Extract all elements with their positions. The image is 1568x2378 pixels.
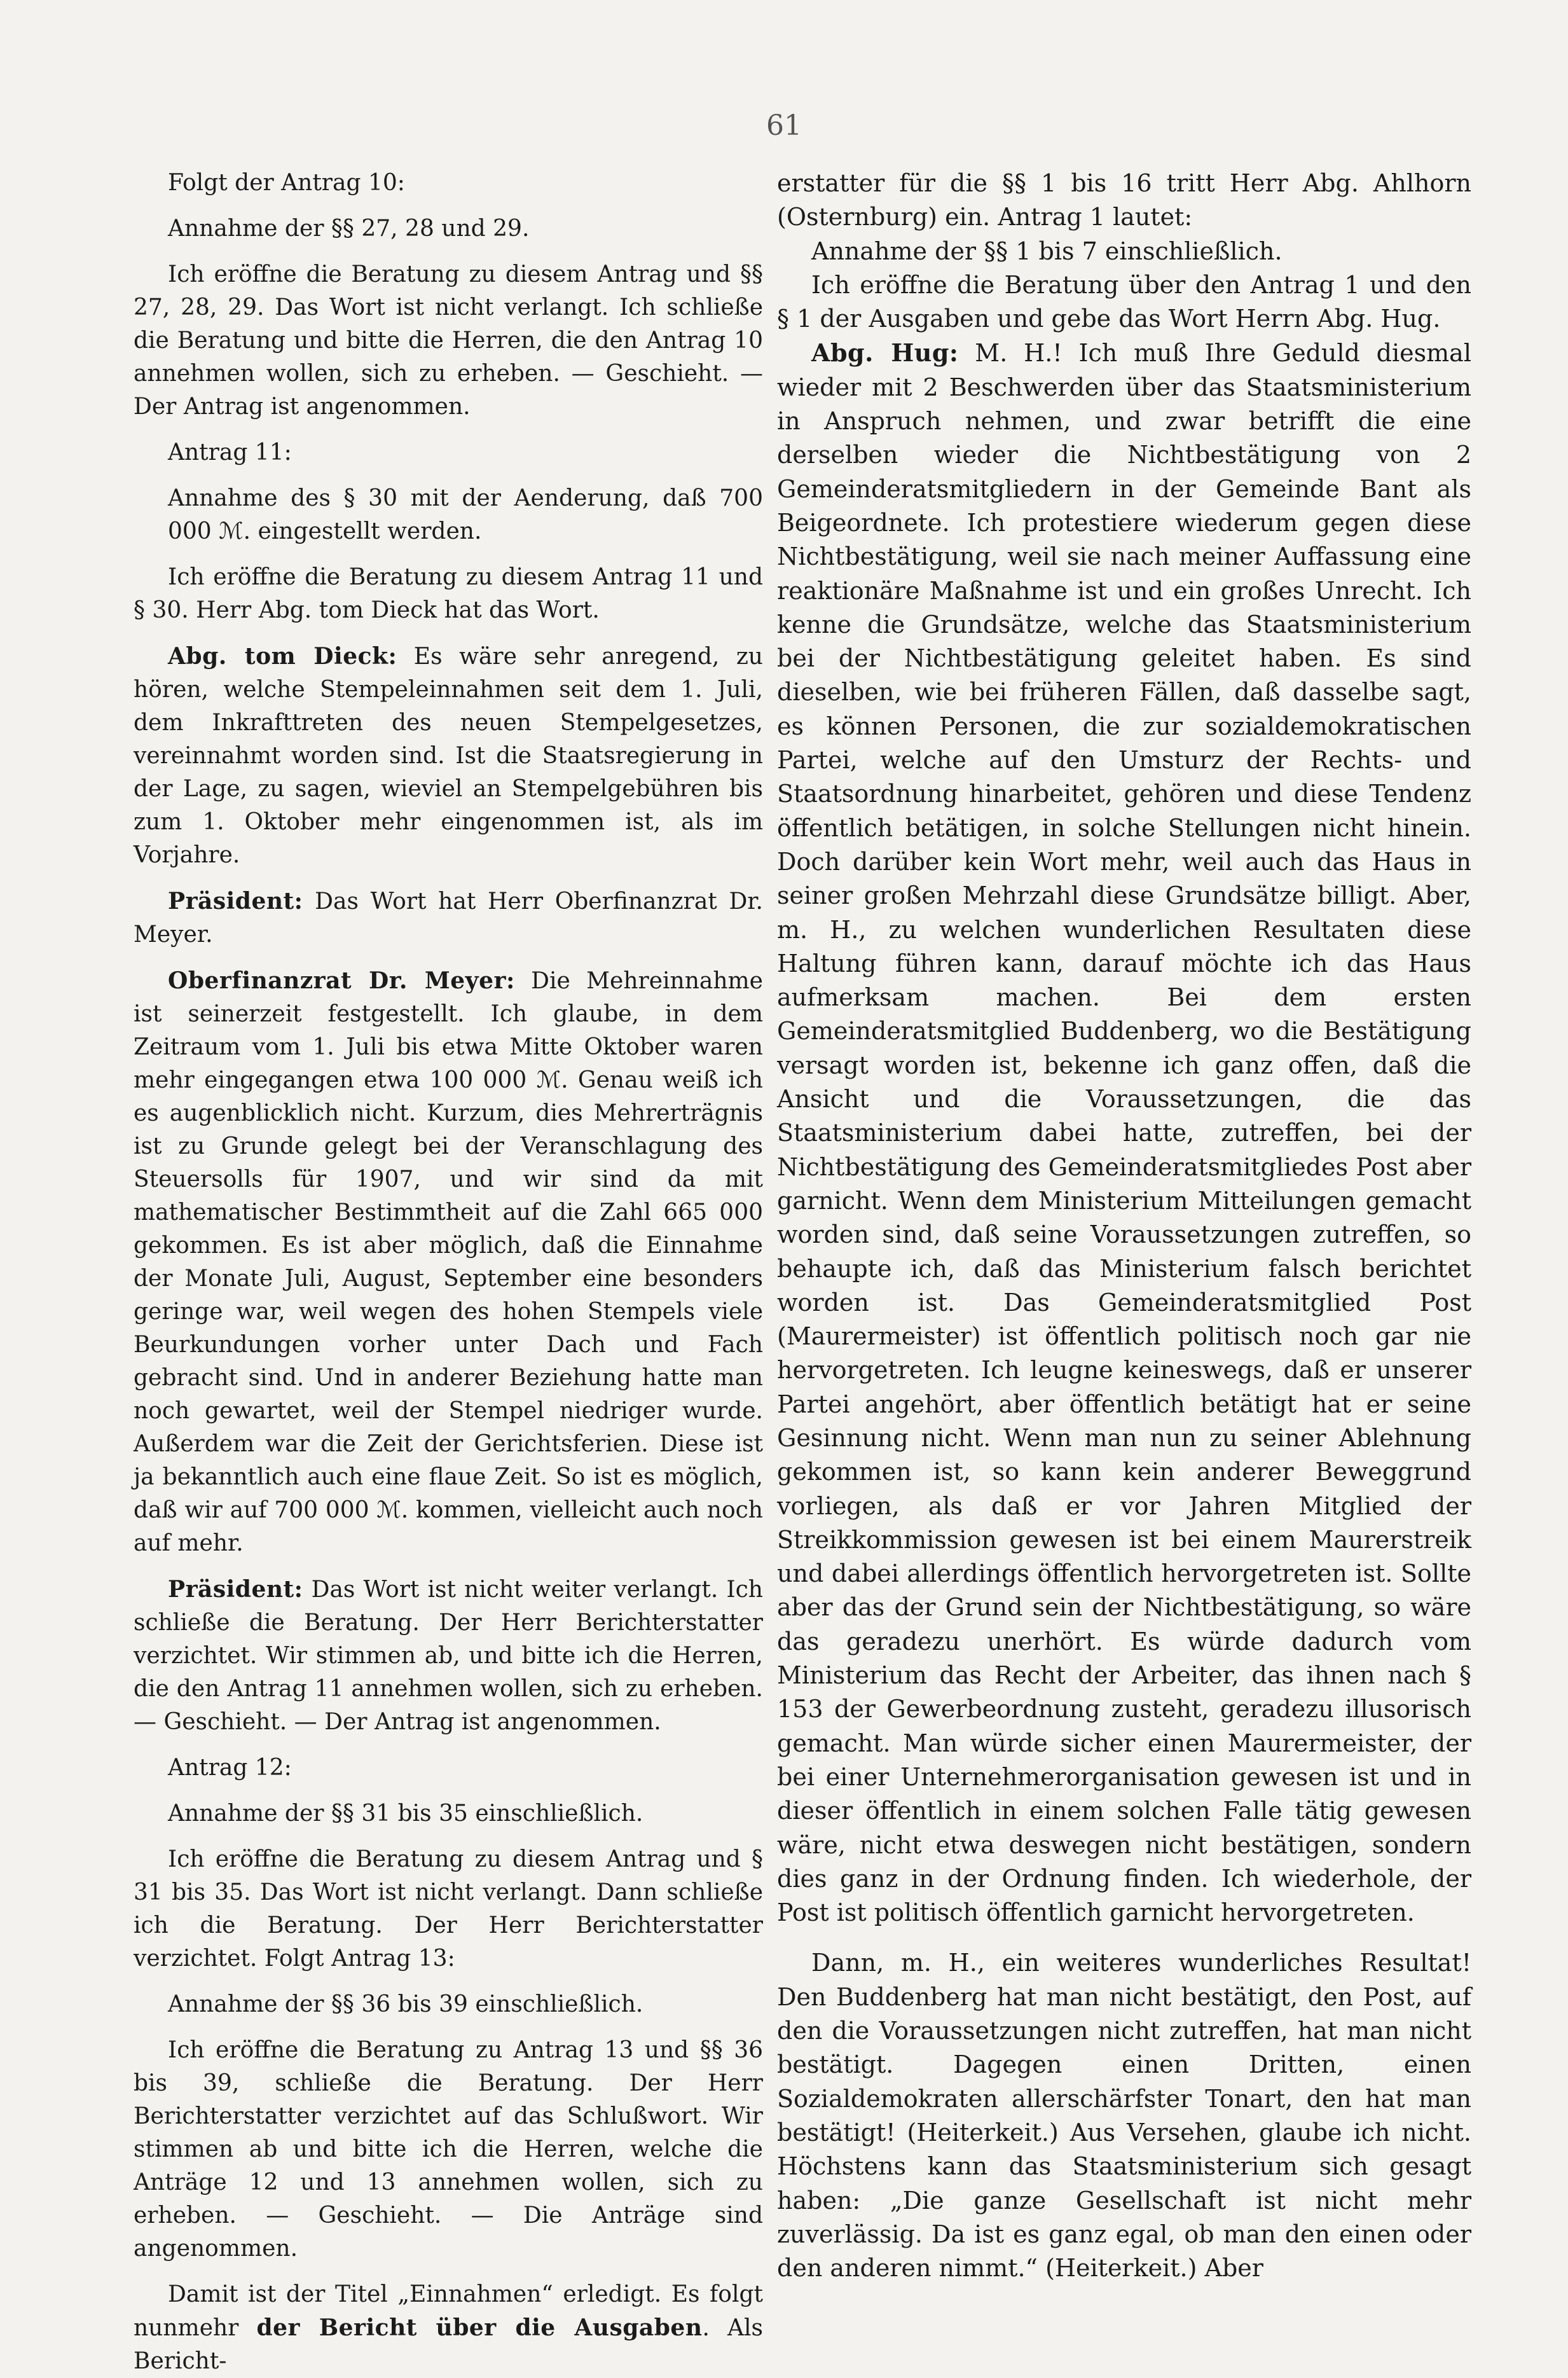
paragraph bbox=[134, 212, 763, 245]
paragraph-text: Folgt der Antrag 10: bbox=[168, 170, 405, 196]
paragraph bbox=[134, 1843, 763, 1975]
paragraph-text: Ich eröffne die Beratung zu Antrag 13 und §§ 36 bis 39, schließe die Beratung. Der Herr Berichterstatter verzichtet auf das Schlußwort. Wir stimmen ab und bitte ich die Herren, welche die Anträge 12 und 13 annehmen wollen, sich zu erheben. — Geschieht. — Die Anträge sind angenommen. bbox=[134, 2037, 763, 2262]
paragraph-text: Ich eröffne die Beratung zu diesem Antrag und §§ 27, 28, 29. Das Wort ist nicht verlangt. Ich schließe die Beratung und bitte die Herren, die den Antrag 10 annehmen wollen, sich zu erheben. — Geschieht. — Der Antrag ist angenommen. bbox=[134, 261, 763, 420]
speaker-name: Präsident: bbox=[168, 888, 303, 915]
paragraph-text: Es wäre sehr anregend, zu hören, welche Stempeleinnahmen seit dem 1. Juli, dem Inkrafttreten des neuen Stempelgesetzes, vereinnahmt worden sind. Ist die Staatsregierung in der Lage, zu sagen, wieviel an Stempelgebühren bis zum 1. Oktober mehr eingenommen ist, als im Vorjahre. bbox=[134, 644, 763, 868]
paragraph bbox=[134, 482, 763, 548]
paragraph bbox=[777, 336, 1471, 1930]
paragraph-text: Dann, m. H., ein weiteres wunderliches Resultat! Den Buddenberg hat man nicht bestätigt, den Post, auf den die Voraussetzungen nicht zutreffen, hat man nicht bestätigt. Dagegen einen Dritten, einen Sozialdemokraten allerschärfster Tonart, den hat man bestätigt! (Heiterkeit.) Aus Versehen, glaube ich nicht. Höchstens kann das Staatsministerium sich gesagt haben: „Die ganze Gesellschaft ist nicht mehr zuverlässig. Da ist es ganz egal, ob man den einen oder den anderen nimmt.“ (Heiterkeit.) Aber bbox=[777, 1949, 1471, 2283]
paragraph bbox=[134, 640, 763, 872]
page-number: 61 bbox=[766, 109, 802, 142]
paragraph-text: Annahme des § 30 mit der Aenderung, daß 700 000 ℳ. eingestellt werden. bbox=[168, 485, 763, 544]
paragraph bbox=[134, 1573, 763, 1739]
speaker-name: Abg. tom Dieck: bbox=[168, 643, 397, 670]
paragraph-text: Die Mehreinnahme ist seinerzeit festgestellt. Ich glaube, in dem Zeitraum vom 1. Juli bis etwa Mitte Oktober waren mehr eingegangen etwa 100 000 ℳ. Genau weiß ich es augenblicklich nicht. Kurzum, dies Mehrerträgnis ist zu Grunde gelegt bei der Veranschlagung des Steuersolls für 1907, und wir sind da mit mathematischer Bestimmtheit auf die Zahl 665 000 gekommen. Es ist aber möglich, daß die Einnahme der Monate Juli, August, September eine besonders geringe war, weil wegen des hohen Stempels viele Beurkundungen vorher unter Dach und Fach gebracht sind. Und in anderer Beziehung hatte man noch gewartet, weil der Stempel niedriger wurde. Außerdem war die Zeit der Gerichtsferien. Diese ist ja bekanntlich auch eine flaue Zeit. So ist es möglich, daß wir auf 700 000 ℳ. kommen, vielleicht auch noch auf mehr. bbox=[134, 968, 763, 1556]
paragraph bbox=[134, 2278, 763, 2378]
paragraph-text: Das Wort ist nicht weiter verlangt. Ich schließe die Beratung. Der Herr Berichterstatter verzichtet. Wir stimmen ab, und bitte ich die Herren, die den Antrag 11 annehmen wollen, sich zu erheben. — Geschieht. — Der Antrag ist angenommen. bbox=[134, 1577, 763, 1735]
paragraph-tail: . Als Bericht- bbox=[134, 2315, 764, 2374]
paragraph-text: Das Wort hat Herr Oberfinanzrat Dr. Meyer. bbox=[134, 888, 763, 948]
paragraph bbox=[134, 885, 763, 951]
paragraph bbox=[777, 1946, 1471, 2285]
paragraph bbox=[777, 167, 1471, 235]
left-column bbox=[134, 167, 764, 2374]
paragraph-text: Annahme der §§ 27, 28 und 29. bbox=[168, 216, 530, 242]
paragraph bbox=[134, 1988, 763, 2021]
paragraph bbox=[134, 964, 763, 1560]
paragraph bbox=[134, 2034, 763, 2265]
paragraph bbox=[134, 258, 763, 424]
paragraph bbox=[777, 235, 1471, 268]
paragraph-text: Ich eröffne die Beratung zu diesem Antrag 11 und § 30. Herr Abg. tom Dieck hat das Wort. bbox=[134, 564, 763, 623]
paragraph bbox=[134, 436, 763, 469]
paragraph-text: Annahme der §§ 1 bis 7 einschließlich. bbox=[811, 237, 1283, 265]
paragraph bbox=[134, 1797, 763, 1830]
emphasis-text: der Bericht über die Ausgaben bbox=[256, 2314, 703, 2341]
paragraph-text: Damit ist der Titel „Einnahmen“ erledigt. Es folgt nunmehr bbox=[134, 2281, 763, 2341]
paragraph-text: Antrag 12: bbox=[168, 1755, 292, 1781]
paragraph-text: erstatter für die §§ 1 bis 16 tritt Herr Abg. Ahlhorn (Osternburg) ein. Antrag 1 lautet: bbox=[777, 169, 1471, 232]
right-column bbox=[777, 167, 1471, 2283]
paragraph bbox=[134, 1752, 763, 1785]
paragraph bbox=[134, 167, 763, 200]
paragraph-text: Ich eröffne die Beratung über den Antrag 1 und den § 1 der Ausgaben und gebe das Wort Herrn Abg. Hug. bbox=[777, 270, 1471, 333]
paragraph bbox=[777, 268, 1471, 336]
speaker-name: Präsident: bbox=[168, 1576, 303, 1603]
paragraph-text: Annahme der §§ 31 bis 35 einschließlich. bbox=[168, 1801, 643, 1827]
speaker-name: Oberfinanzrat Dr. Meyer: bbox=[168, 967, 515, 994]
paragraph-text: Antrag 11: bbox=[168, 439, 292, 466]
paragraph-text: Ich eröffne die Beratung zu diesem Antrag und § 31 bis 35. Das Wort ist nicht verlangt. Dann schließe ich die Beratung. Der Herr Berichterstatter verzichtet. Folgt Antrag 13: bbox=[134, 1846, 763, 1972]
paragraph bbox=[134, 561, 763, 627]
speaker-name: Abg. Hug: bbox=[811, 338, 959, 368]
paragraph-text: M. H.! Ich muß Ihre Geduld diesmal wieder mit 2 Beschwerden über das Staatsministerium in Anspruch nehmen, und zwar betrifft die eine derselben wieder die Nichtbestätigung von 2 Gemeinderatsmitgliedern in der Gemeinde Bant als Beigeordnete. Ich protestiere wiederum gegen diese Nichtbestätigung, weil sie nach meiner Auffassung eine reaktionäre Maßnahme ist und ein großes Unrecht. Ich kenne die Grundsätze, welche das Staatsministerium bei der Nichtbestätigung geleitet haben. Es sind dieselben, wie bei früheren Fällen, daß dasselbe sagt, es können Personen, die zur sozialdemokratischen Partei, welche auf den Umsturz der Rechts- und Staatsordnung hinarbeitet, gehören und diese Tendenz öffentlich betätigen, in solche Stellungen nicht hinein. Doch darüber kein Wort mehr, weil auch das Haus in seiner großen Mehrzahl diese Grundsätze billigt. Aber, m. H., zu welchen wunderlichen Resultaten diese Haltung führen kann, darauf möchte ich das Haus aufmerksam machen. Bei dem ersten Gemeinderatsmitglied Buddenberg, wo die Bestätigung versagt worden ist, bekenne ich ganz offen, daß die Ansicht und die Voraussetzungen, die das Staatsministerium dabei hatte, zutreffen, bei der Nichtbestätigung des Gemeinderatsmitgliedes Post aber garnicht. Wenn dem Ministerium Mitteilungen gemacht worden sind, daß seine Voraussetzungen zutreffen, so behaupte ich, daß das Ministerium falsch berichtet worden ist. Das Gemeinderatsmitglied Post (Maurermeister) ist öffentlich politisch noch gar nie hervorgetreten. Ich leugne keineswegs, daß er unserer Partei angehört, aber öffentlich betätigt hat er seine Gesinnung nicht. Wenn man nun zu seiner Ablehnung gekommen ist, so kann kein anderer Beweggrund vorliegen, als daß er vor Jahren Mitglied der Streikkommission gewesen ist bei einem Maurerstreik und dabei allerdings öffentlich hervorgetreten ist. Sollte aber das der Grund sein der Nichtbestätigung, so wäre das geradezu unerhört. Es würde dadurch vom Ministerium das Recht der Arbeiter, das ihnen nach § 153 der Gewerbeordnung zusteht, geradezu illusorisch gemacht. Man würde sicher einen Maurermeister, der bei einer Unternehmerorganisation gewesen ist und in dieser öffentlich in einem solchen Falle tätig gewesen wäre, nicht etwa deswegen nicht bestätigen, sondern dies ganz in der Ordnung finden. Ich wiederhole, der Post ist politisch öffentlich garnicht hervorgetreten. bbox=[777, 339, 1471, 1927]
paragraph-text: Annahme der §§ 36 bis 39 einschließlich. bbox=[168, 1991, 643, 2017]
